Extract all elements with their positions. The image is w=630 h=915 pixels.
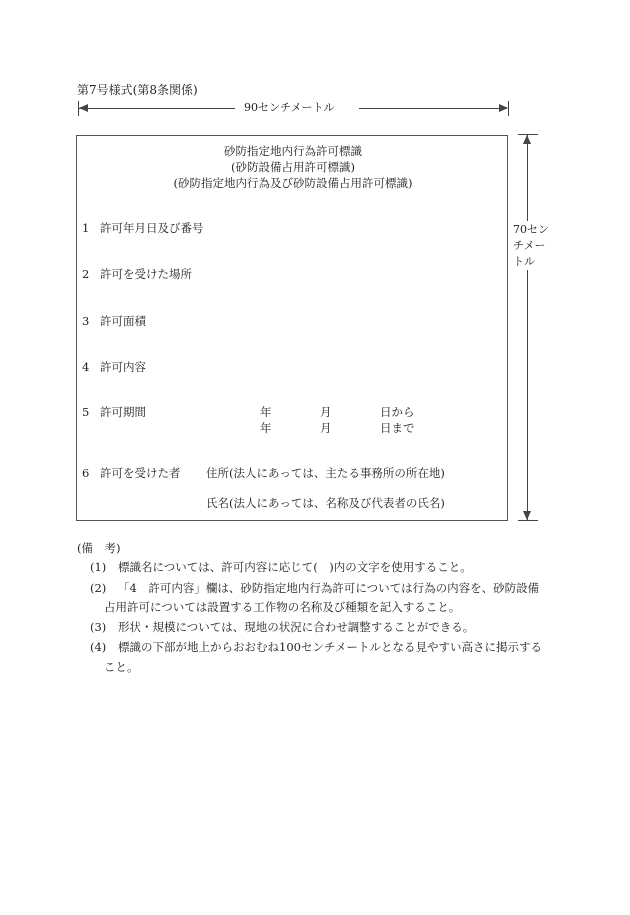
item-number: 6 xyxy=(82,466,90,480)
width-label: 90センチメートル xyxy=(244,101,335,114)
item-number: 2 xyxy=(82,267,90,281)
holder-name: 氏名(法人にあっては、名称及び代表者の氏名) xyxy=(206,496,445,510)
height-line-top xyxy=(527,135,528,221)
period-from-month: 月 xyxy=(320,405,332,419)
item-permit-holder: 許可を受けた者 xyxy=(100,466,181,480)
item-permit-area: 許可面積 xyxy=(100,314,146,328)
item-permit-location: 許可を受けた場所 xyxy=(100,267,192,281)
item-permit-date-number: 許可年月日及び番号 xyxy=(100,221,204,235)
form-number: 第7号様式(第8条関係) xyxy=(77,83,198,97)
width-line-left xyxy=(79,108,235,109)
item-number: 5 xyxy=(82,405,90,419)
note-text-continued: 占用許可については設置する工作物の名称及び種類を記入すること。 xyxy=(104,600,461,614)
item-number: 3 xyxy=(82,314,90,328)
sign-subtitle-combined: (砂防指定地内行為及び砂防設備占用許可標識) xyxy=(173,176,413,190)
height-line-bottom xyxy=(527,270,528,521)
note-number: (4) xyxy=(90,640,107,654)
width-line-right xyxy=(359,108,507,109)
arrow-right-icon xyxy=(499,104,508,112)
period-to-day: 日まで xyxy=(380,421,415,435)
width-tick-right xyxy=(508,101,509,116)
item-number: 4 xyxy=(82,360,90,374)
holder-address: 住所(法人にあっては、主たる事務所の所在地) xyxy=(206,466,445,480)
period-from-year: 年 xyxy=(260,405,272,419)
sign-subtitle: (砂防設備占用許可標識) xyxy=(231,160,355,174)
period-to-month: 月 xyxy=(320,421,332,435)
note-text: 標識の下部が地上からおおむね100センチメートルとなる見やすい高さに掲示する xyxy=(118,640,542,654)
note-text-continued: こと。 xyxy=(104,660,139,674)
note-number: (2) xyxy=(90,581,107,595)
note-number: (3) xyxy=(90,620,107,634)
note-text: 形状・規模については、現地の状況に合わせ調整することができる。 xyxy=(118,620,475,634)
sign-title: 砂防指定地内行為許可標識 xyxy=(224,144,362,158)
note-text: 「4 許可内容」欄は、砂防指定地内行為許可については行為の内容を、砂防設備 xyxy=(118,581,540,595)
period-to-year: 年 xyxy=(260,421,272,435)
note-text: 標識名については、許可内容に応じて( )内の文字を使用すること。 xyxy=(118,560,472,574)
item-permit-content: 許可内容 xyxy=(100,360,146,374)
notes-heading: (備 考) xyxy=(77,541,121,555)
note-number: (1) xyxy=(90,560,107,574)
item-permit-period: 許可期間 xyxy=(100,405,146,419)
item-number: 1 xyxy=(82,221,90,235)
period-from-day: 日から xyxy=(380,405,415,419)
arrow-down-icon xyxy=(523,511,531,520)
height-label: 70センチメートル xyxy=(513,223,549,268)
height-tick-bottom xyxy=(518,520,538,521)
